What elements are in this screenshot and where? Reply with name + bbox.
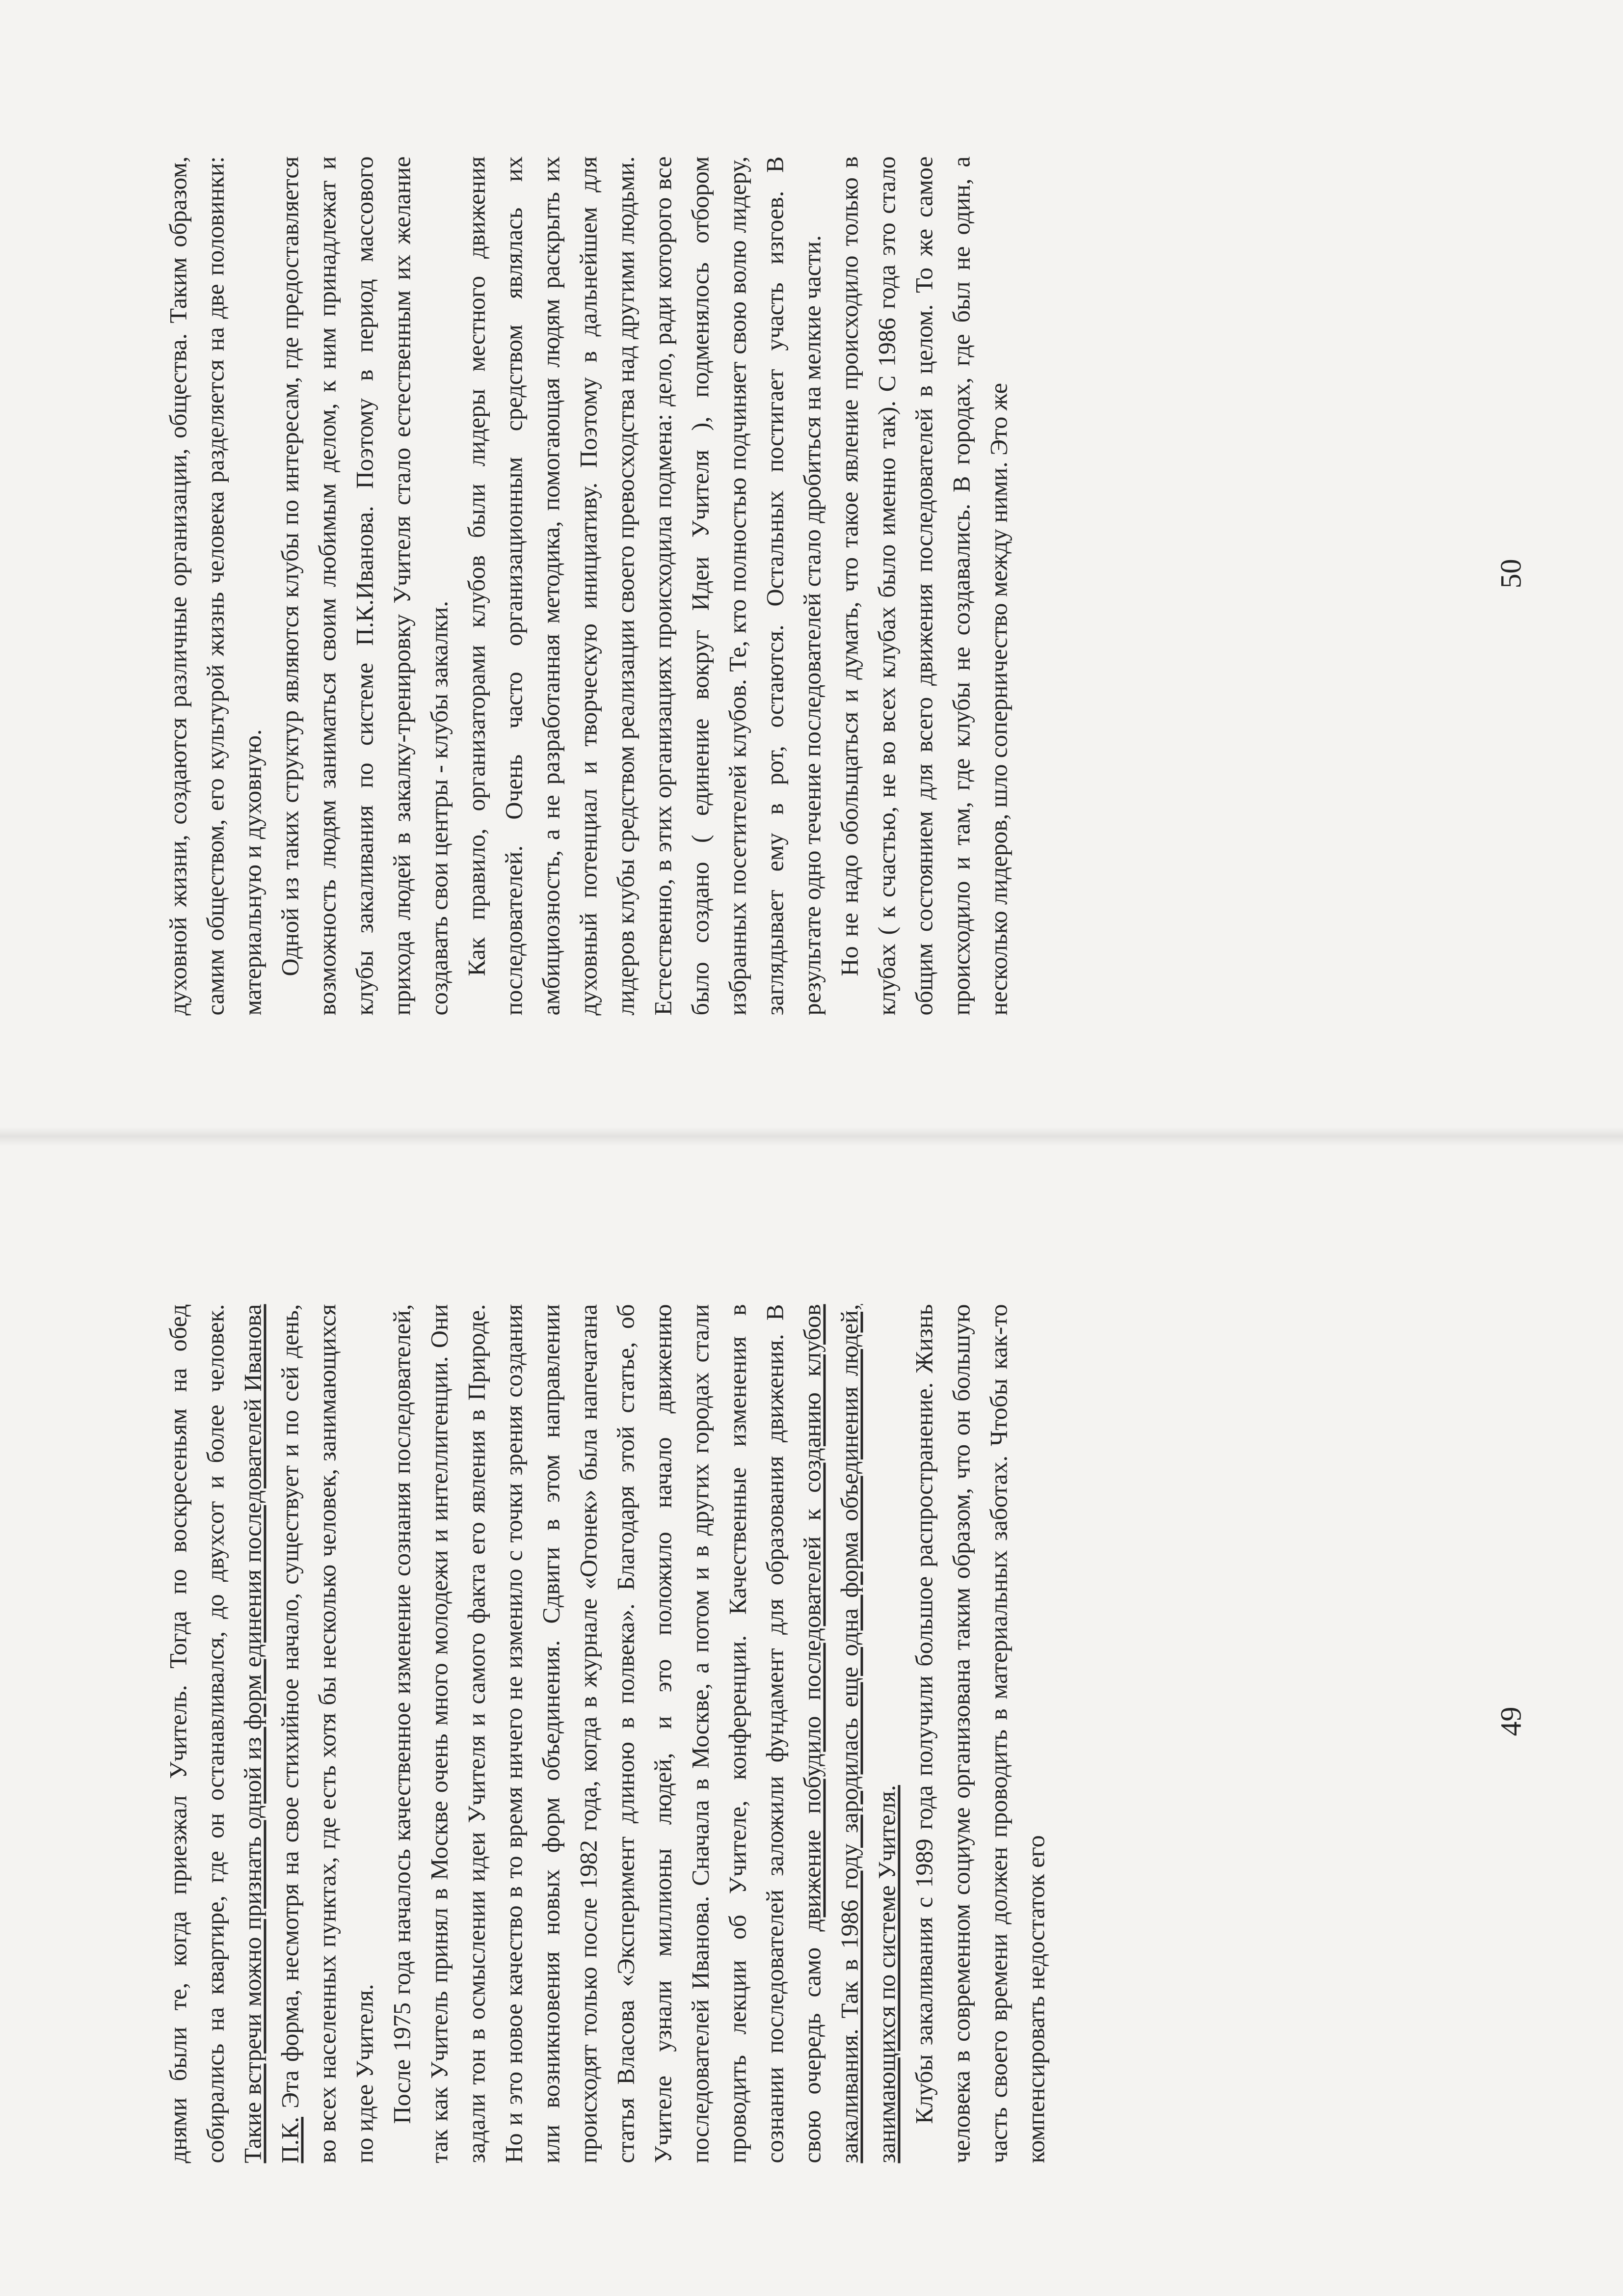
page-number-49: 49 <box>1494 1706 1527 1736</box>
text-segment: духовной жизни, создаются различные организации, общества. Таким образом, самим обществом, его культурой жизнь человека разделяется на две половинки: материальную и духовную. <box>164 156 266 1016</box>
text-segment: Как правило, организаторами клубов были лидеры местного движения последователей. Очень часто организационным средством являлась их амбициозность, а не разработанная методика, помогающая людям раскрыть их духовный потенциал и творческую инициативу. Поэтому в дальнейшем для лидеров клубы средством реализации своего превосходства над другими людьми. Естественно, в этих организациях происходила подмена: дело, ради которого все было создано ( единение вокруг Идеи Учителя ), подменялось отбором избранных посетителей клубов. Те, кто полностью подчиняет свою волю лидеру, заглядывает ему в рот, остаются. Остальных постигает участь изгоев. В результате одно течение последователей стало дробиться на мелкие части. <box>462 156 826 1016</box>
paragraph <box>160 157 271 1016</box>
paragraph <box>383 1304 905 2163</box>
text-segment: Клубы закаливания с 1989 года получили большое распространение. Жизнь человека в современном социуме организована таким образом, что он большую часть своего времени должен проводить в материальных заботах. Чтобы как-то компенсировать недостаток его <box>910 1304 1050 2163</box>
underlined-text: движение побудило последователей к созданию клубов закаливания. Так в 1986 году зародилась еще одна форма объединения людей, занимающихся по системе Учителя. <box>798 1304 901 2163</box>
paragraph <box>905 1304 1055 2163</box>
text-segment: Но не надо обольщаться и думать, что такое явление происходило только в клубах ( к счастью, не во всех клубах было именно так). С 1986 года это стало общим состоянием для всего движения последователей в целом. То же самое происходило и там, где клубы не создавались. В городах, где был не один, а несколько лидеров, шло соперничество между ними. Это же <box>835 156 1012 1016</box>
paragraph <box>831 157 1017 1016</box>
page-49-text <box>160 1304 1055 2163</box>
page-49-rotated-frame <box>0 1148 1623 2296</box>
page-50-text <box>160 157 1017 1016</box>
paragraph <box>160 1304 383 2163</box>
text-segment: После 1975 года началось качественное изменение сознания последователей, так как Учитель принял в Москве очень много молодежи и интеллигенции. Они задали тон в осмыслении идеи Учителя и самого факта его явления в Природе. Но и это новое качество в то время ничего не изменило с точки зрения создания или возникновения новых форм объединения. Сдвиги в этом направлении происходят только после 1982 года, когда в журнале «Огонек» была напечатана статья Власова «Эксперимент длиною в полвека». Благодаря этой статье, об Учителе узнали миллионы людей, и это положило начало движению последователей Иванова. Сначала в Москве, а потом и в других городах стали проводить лекции об Учителе, конференции. Качественные изменения в сознании последователей заложили фундамент для образования движения. В свою очередь само <box>388 1304 826 2163</box>
text-segment: Эта форма, несмотря на свое стихийное начало, существует и по сей день, во всех населенных пунктах, где есть хотя бы несколько человек, занимающихся по идее Учителя. <box>276 1304 378 2163</box>
text-segment: Одной из таких структур являются клубы по интересам, где предоставляется возможность людям заниматься своим любимым делом, к ним принадлежат и клубы закаливания по системе П.К.Иванова. Поэтому в период массового прихода людей в закалку-тренировку Учителя стало естественным их желание создавать свои центры - клубы закалки. <box>276 156 453 1016</box>
page-49 <box>0 1148 1623 2296</box>
paragraph <box>458 157 831 1016</box>
underlined-text: Такие встречи можно признать одной из форм единения последователей Иванова П.К. <box>239 1304 304 2163</box>
text-segment: днями были те, когда приезжал Учитель. Тогда по воскресеньям на обед собирались на квартире, где он останавливался, до двухсот и более человек. <box>164 1304 229 2163</box>
paragraph <box>271 157 458 1016</box>
page-number-50: 50 <box>1494 559 1527 589</box>
